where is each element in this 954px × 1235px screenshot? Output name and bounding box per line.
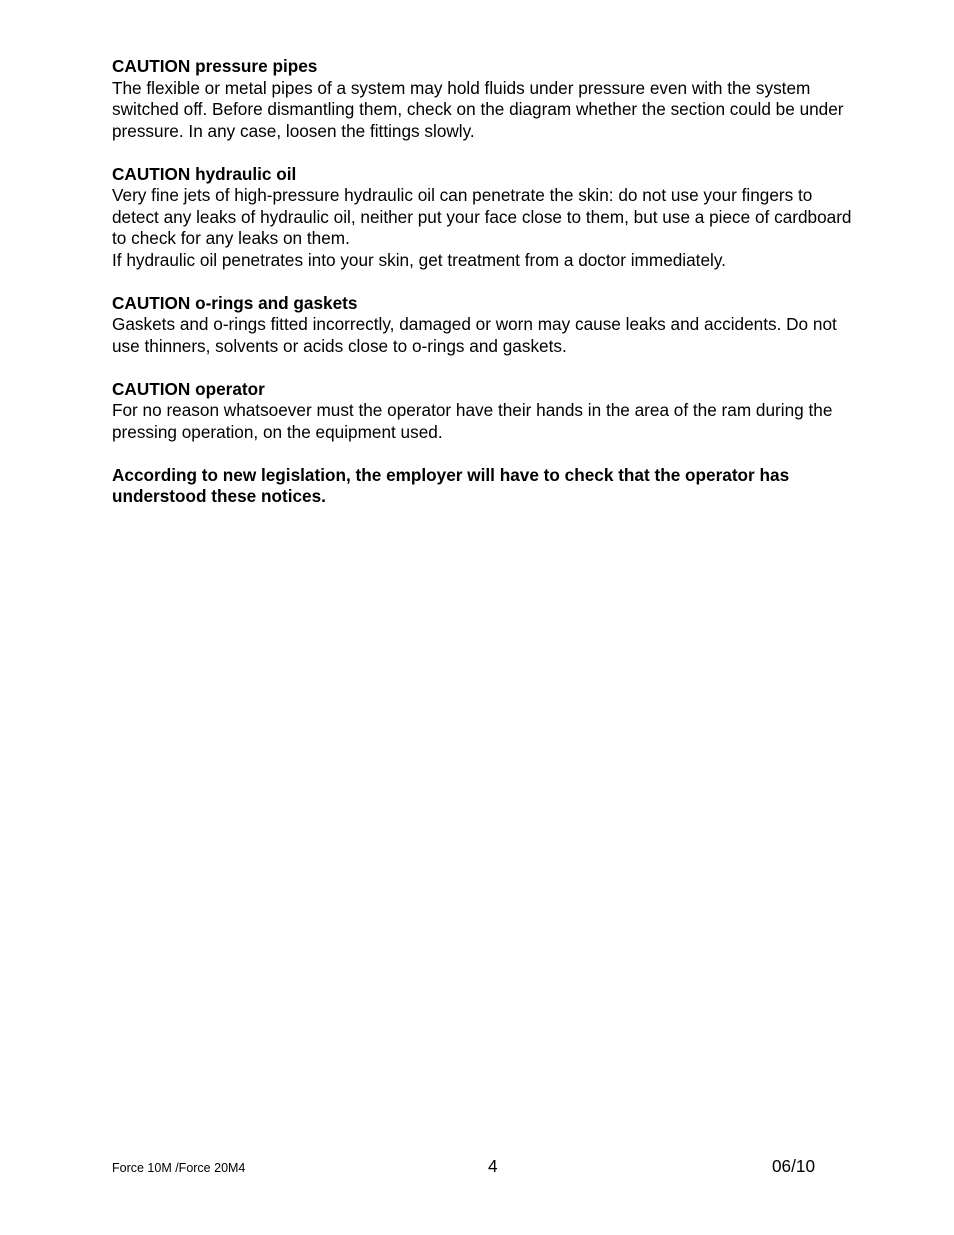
- section-paragraph: For no reason whatsoever must the operator have their hands in the area of the ram during the pressing operation, on the equipment used.: [112, 400, 833, 442]
- section-paragraph: If hydraulic oil penetrates into your skin, get treatment from a doctor immediately.: [112, 249, 726, 270]
- section-pressure-pipes: [112, 56, 852, 142]
- section-paragraph: The flexible or metal pipes of a system may hold fluids under pressure even with the system switched off. Before dismantling them, check on the diagram whether the section could be under pressure. In any case, loosen the fittings slowly.: [112, 77, 844, 141]
- page-footer: [0, 1156, 954, 1180]
- section-heading: CAUTION o-rings and gaskets: [112, 292, 358, 313]
- section-heading: CAUTION operator: [112, 378, 265, 399]
- footer-date: 06/10: [772, 1156, 816, 1176]
- section-paragraph: Very fine jets of high-pressure hydraulic oil can penetrate the skin: do not use your fingers to detect any leaks of hydraulic oil, neither put your face close to them, but use a piece of cardboard to check for any leaks on them.: [112, 185, 852, 248]
- legislation-notice: According to new legislation, the employer will have to check that the operator has understood these notices.: [112, 464, 790, 506]
- section-heading: CAUTION pressure pipes: [112, 56, 318, 76]
- section-hydraulic-oil: [112, 164, 852, 272]
- section-paragraph: Gaskets and o-rings fitted incorrectly, damaged or worn may cause leaks and accidents. Do not use thinners, solvents or acids close to o-rings and gaskets.: [112, 314, 837, 356]
- footer-model: Force 10M /Force 20M4: [112, 1161, 246, 1175]
- document-body: [112, 56, 852, 508]
- section-o-rings-gaskets: [112, 293, 852, 358]
- section-heading: CAUTION hydraulic oil: [112, 163, 297, 184]
- footer-page-number: 4: [488, 1156, 498, 1176]
- section-operator: [112, 379, 852, 444]
